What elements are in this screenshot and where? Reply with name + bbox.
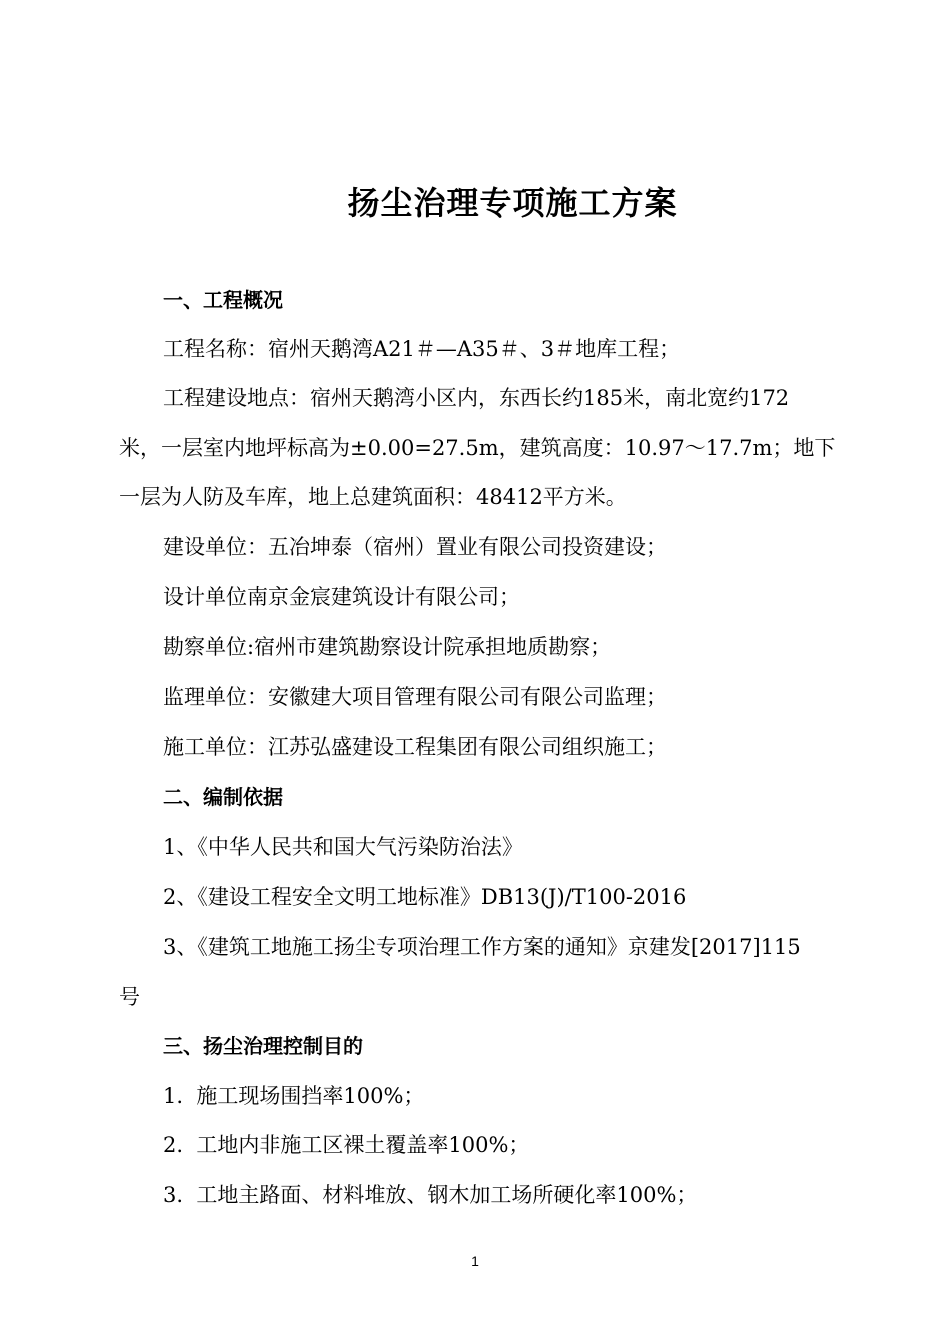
- section2-heading: 二、编制依据: [163, 785, 283, 809]
- location-line-2: 米，一层室内地坪标高为±0.00=27.5m，建筑高度：10.97～17.7m；地下: [119, 436, 836, 460]
- goal-item-3: 3. 工地主路面、材料堆放、钢木加工场所硬化率100%；: [163, 1183, 698, 1207]
- goal-item-1: 1. 施工现场围挡率100%；: [163, 1084, 425, 1108]
- supervision-unit: 监理单位：安徽建大项目管理有限公司有限公司监理；: [163, 685, 667, 709]
- section3-heading: 三、扬尘治理控制目的: [163, 1034, 363, 1058]
- basis-item-2: 2、《建设工程安全文明工地标准》DB13(J)/T100-2016: [163, 885, 687, 909]
- construction-unit: 施工单位：江苏弘盛建设工程集团有限公司组织施工；: [163, 735, 667, 759]
- section1-heading: 一、工程概况: [163, 288, 283, 312]
- location-line-3: 一层为人防及车库，地上总建筑面积：48412平方米。: [119, 485, 627, 509]
- design-unit: 设计单位南京金宸建筑设计有限公司；: [163, 585, 520, 609]
- page-number: 1: [471, 1253, 479, 1269]
- document-title: 扬尘治理专项施工方案: [347, 184, 678, 222]
- survey-unit: 勘察单位:宿州市建筑勘察设计院承担地质勘察；: [163, 635, 612, 659]
- goal-item-2: 2. 工地内非施工区裸土覆盖率100%；: [163, 1133, 530, 1157]
- basis-item-3-line-2: 号: [119, 985, 140, 1009]
- location-line-1: 工程建设地点：宿州天鹅湾小区内，东西长约185米，南北宽约172: [163, 386, 790, 410]
- project-name: 工程名称：宿州天鹅湾A21＃—A35＃、3＃地库工程；: [163, 337, 681, 361]
- basis-item-1: 1、《中华人民共和国大气污染防治法》: [163, 835, 523, 859]
- owner-unit: 建设单位：五冶坤泰（宿州）置业有限公司投资建设；: [163, 535, 667, 559]
- basis-item-3-line-1: 3、《建筑工地施工扬尘专项治理工作方案的通知》京建发[2017]115: [163, 935, 801, 959]
